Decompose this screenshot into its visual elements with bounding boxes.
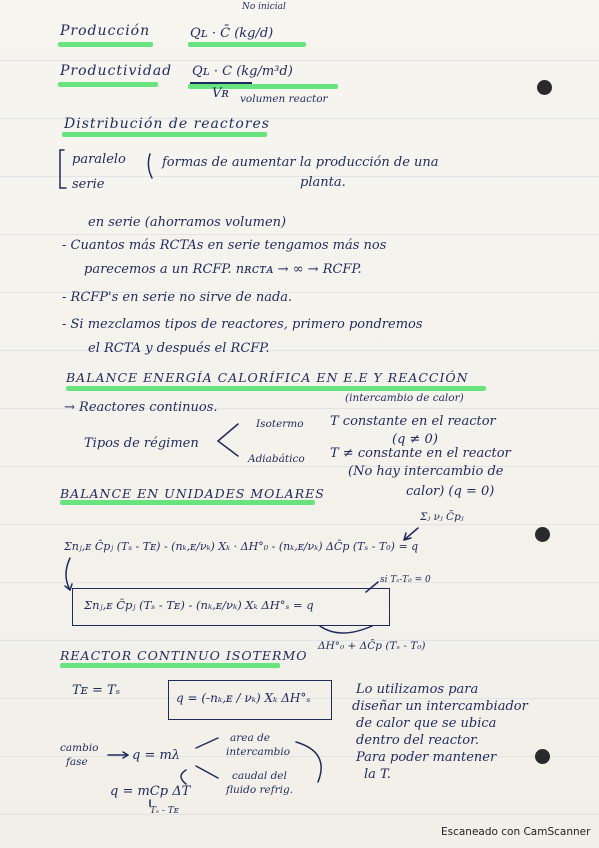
paralelo-item: paralelo [72,152,126,167]
arrow [196,766,218,778]
nota-line-4: dentro del reactor. [356,733,479,748]
tipos-regimen-label: Tipos de régimen [84,436,199,451]
en-serie-heading: en serie (ahorramos volumen) [88,215,287,230]
arrow [196,738,218,748]
reactores-continuos: → Reactores continuos. [64,400,218,415]
isothermal-equation: q = (-nₖ,ᴇ / νₖ) Xₖ ΔH°ₛ [176,691,311,705]
intercambio-calor-note: (intercambio de calor) [345,392,464,404]
nota-line-6: la T. [364,767,391,782]
nota-line-2: diseñar un intercambiador [352,699,528,714]
serie-point-3a: - Si mezclamos tipos de reactores, primero pondremos [62,317,423,332]
calor-q-zero: calor) (q = 0) [406,484,495,499]
q-ne-zero: (q ≠ 0) [392,432,438,447]
serie-point-3b: el RCTA y después el RCFP. [88,341,270,356]
serie-point-2: - RCFP's en serie no sirve de nada. [62,290,293,305]
serie-item: serie [72,177,105,192]
q-m-lambda: q = mλ [132,748,181,763]
energy-balance-equation: Σnⱼ,ᴇ C̄pⱼ (Tₛ - Tᴇ) - (nₖ,ᴇ/νₖ) Xₖ · ΔH°₀ - (nₖ,ᴇ/νₖ) ΔC̄p (Tₛ - T₀) = q [64,540,419,553]
distribucion-title: Distribución de reactores [64,116,270,132]
q-mcp-dt: q = mCp ΔT [110,784,191,799]
serie-point-1b: parecemos a un RCFP. nʀᴄᴛᴀ → ∞ → RCFP. [84,262,362,277]
simplified-equation: Σnⱼ,ᴇ C̄pⱼ (Tₛ - Tᴇ) - (nₖ,ᴇ/νₖ) Xₖ ΔH°ₛ = q [84,598,314,612]
curved-bracket [296,742,321,782]
dh-expansion: ΔH°₀ + ΔC̄p (Tₛ - T₀) [318,640,426,652]
bracket-stroke [60,150,66,188]
t-no-constante-text: T ≠ constante en el reactor [330,446,511,461]
t-constante-text: T constante en el reactor [330,414,496,429]
curved-arrow [66,558,70,590]
te-equals-ts: Tᴇ = Tₛ [72,683,121,698]
sum-nu-cp-annotation: Σⱼ νⱼ C̄pⱼ [420,511,464,523]
area-intercambio-2: intercambio [226,746,291,758]
adiabatico-label: Adiabático [248,453,305,465]
formas-text: formas de aumentar la producción de una [162,155,439,170]
caudal-2: fluido refrig. [226,784,294,796]
arrow [181,770,186,784]
nota-line-1: Lo utilizamos para [356,682,479,697]
underbrace [320,626,372,633]
nota-line-3: de calor que se ubica [356,716,497,731]
productividad-denominator: Vʀ [212,86,229,101]
productividad-numerator: Qʟ · C (kg/m³d) [192,64,293,79]
balance-energia-title: BALANCE ENERGÍA CALORÍFICA EN E.E Y REACCIÓN [66,370,469,385]
fase-label: fase [66,756,88,768]
balance-molares-title: BALANCE EN UNIDADES MOLARES [60,486,325,501]
planta-text: planta. [300,175,346,190]
isotermo-label: Isotermo [256,418,304,430]
produccion-formula: Qʟ · C̄ (kg/d) [190,26,274,41]
area-intercambio-1: area de [230,732,271,744]
ts-te-note: Tₛ - Tᴇ [150,806,179,816]
scanner-watermark: Escaneado con CamScanner [441,826,591,838]
reactor-isotermo-title: REACTOR CONTINUO ISOTERMO [60,648,308,663]
si-ts-t0-note: si Tₛ-T₀ = 0 [380,575,431,585]
brace-stroke [148,154,152,178]
cambio-label: cambio [60,742,99,754]
no-inicial-note: No inicial [242,2,286,12]
nota-line-5: Para poder mantener [356,750,497,765]
produccion-label: Producción [60,23,151,39]
productividad-label: Productividad [60,63,173,79]
no-hay-intercambio: (No hay intercambio de [348,464,504,479]
regimen-brace [218,424,238,456]
caudal-1: caudal del [232,770,287,782]
annotation-arrow [366,582,378,592]
serie-point-1a: - Cuantos más RCTAs en serie tengamos más nos [62,238,387,253]
volumen-reactor-note: volumen reactor [240,93,328,105]
